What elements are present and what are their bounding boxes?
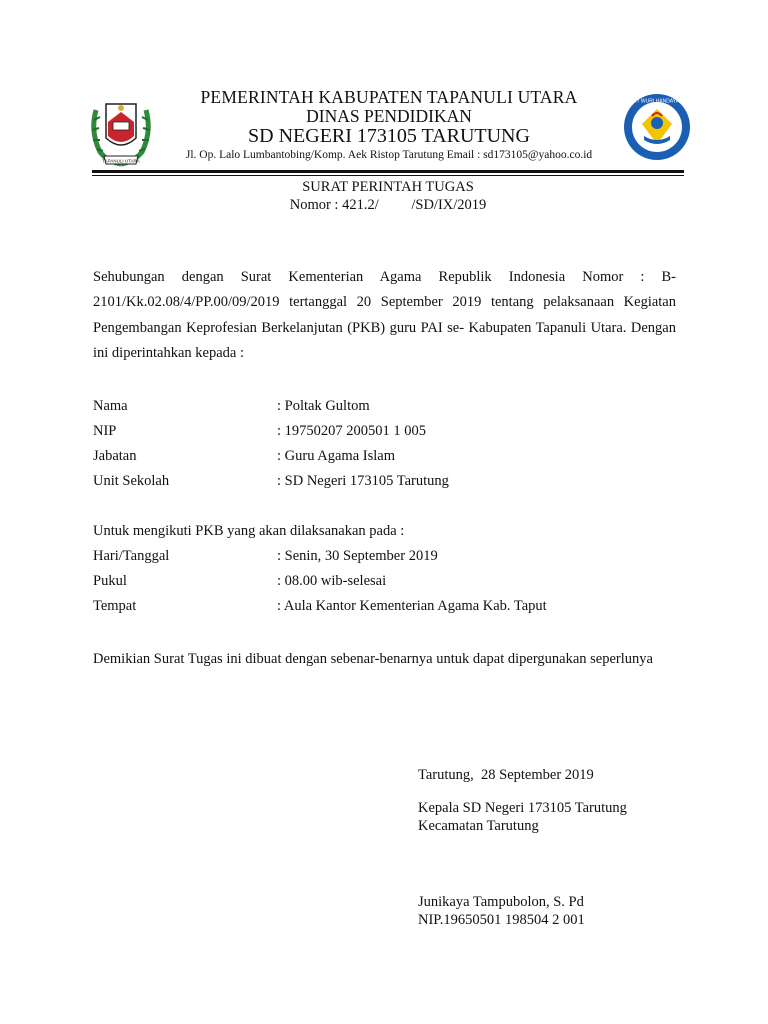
emblem-text: TAPANULI UTARA bbox=[102, 158, 140, 164]
person-label-position: Jabatan bbox=[93, 448, 137, 464]
regency-emblem-icon bbox=[86, 92, 156, 172]
tut-wuri-handayani-icon bbox=[622, 92, 692, 162]
event-label-place: Tempat bbox=[93, 598, 137, 614]
event-value-place: : Aula Kantor Kementerian Agama Kab. Taput bbox=[277, 598, 547, 614]
signature-place-date: Tarutung, 28 September 2019 bbox=[418, 767, 594, 783]
letterhead-address: Jl. Op. Lalo Lumbantobing/Komp. Aek Ristop Tarutung Email : sd173105@yahoo.co.id bbox=[185, 149, 593, 161]
person-label-school: Unit Sekolah bbox=[93, 473, 170, 489]
letter-title: SURAT PERINTAH TUGAS bbox=[302, 179, 474, 195]
letterhead-divider-thick bbox=[92, 170, 684, 173]
letter-number: Nomor : 421.2/ /SD/IX/2019 bbox=[289, 197, 487, 213]
letterhead-agency: DINAS PENDIDIKAN bbox=[306, 106, 472, 126]
event-value-time: : 08.00 wib-selesai bbox=[277, 573, 387, 589]
person-value-position: : Guru Agama Islam bbox=[277, 448, 395, 464]
event-label-time: Pukul bbox=[93, 573, 127, 589]
signature-position-line1: Kepala SD Negeri 173105 Tarutung bbox=[418, 800, 627, 816]
letterhead-government: PEMERINTAH KABUPATEN TAPANULI UTARA bbox=[200, 87, 578, 107]
event-intro: Untuk mengikuti PKB yang akan dilaksanakan pada : bbox=[93, 523, 405, 539]
person-value-name: : Poltak Gultom bbox=[277, 398, 370, 414]
signatory-nip: NIP.19650501 198504 2 001 bbox=[418, 912, 585, 928]
person-label-nip: NIP bbox=[93, 423, 117, 439]
signature-position-line2: Kecamatan Tarutung bbox=[418, 818, 539, 834]
closing-paragraph: Demikian Surat Tugas ini dibuat dengan sebenar-benarnya untuk dapat dipergunakan seperlunya bbox=[93, 651, 653, 667]
signatory-name: Junikaya Tampubolon, S. Pd bbox=[418, 894, 584, 910]
letterhead-school: SD NEGERI 173105 TARUTUNG bbox=[248, 125, 530, 147]
event-value-date: : Senin, 30 September 2019 bbox=[277, 548, 438, 564]
person-value-school: : SD Negeri 173105 Tarutung bbox=[277, 473, 449, 489]
person-value-nip: : 19750207 200501 1 005 bbox=[277, 423, 427, 439]
letterhead-divider-thin bbox=[92, 175, 684, 176]
intro-paragraph: Sehubungan dengan Surat Kementerian Agama Republik Indonesia Nomor : B-2101/Kk.02.08/4/PP.00/09/2019 tertanggal 20 September 2019 tentang pelaksanaan Kegiatan Pengembangan Keprofesian Berkelanjutan (PKB) guru PAI se- Kabupaten Tapanuli Utara. Dengan ini diperintahkan kepada : bbox=[93, 269, 676, 361]
tutwuri-text: TUT WURI HANDAYANI bbox=[629, 98, 685, 105]
event-label-date: Hari/Tanggal bbox=[93, 548, 170, 564]
person-label-name: Nama bbox=[93, 398, 128, 414]
